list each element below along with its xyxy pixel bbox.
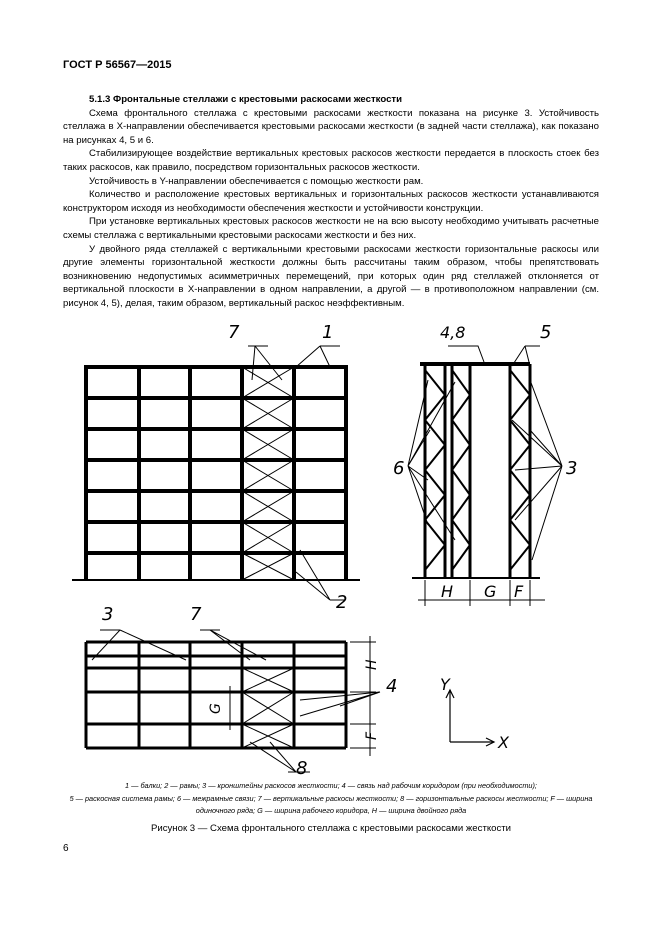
- label-6: 6: [393, 458, 405, 479]
- label-4: 4: [386, 676, 398, 697]
- dim-H: H: [441, 582, 454, 601]
- section-heading: 5.1.3 Фронтальные стеллажи с крестовыми раскосами жесткости: [89, 94, 403, 105]
- label-2: 2: [336, 592, 348, 613]
- plan-view: [86, 630, 380, 772]
- paragraph: Количество и расположение крестовых вертикальных и горизонтальных раскосов жесткости устанавливаются конструктором исходя из необходимости обеспечения жесткости и устойчивости конструкции.: [63, 189, 599, 214]
- axis-X: X: [498, 733, 509, 752]
- axis-Y: Y: [440, 675, 450, 694]
- axis-indicator: [446, 690, 494, 746]
- paragraph: Стабилизирующее воздействие вертикальных крестовых раскосов жесткости передается в плоскость стоек без таких раскосов, как правило, посредством горизонтальных раскосов жесткости.: [63, 148, 599, 173]
- figure-legend: [63, 780, 599, 818]
- label-1: 1: [322, 322, 334, 343]
- dim-G: G: [484, 582, 497, 601]
- figure-caption: Рисунок 3 — Схема фронтального стеллажа с крестовыми раскосами жесткости: [150, 823, 512, 834]
- document-header: ГОСТ Р 56567—2015: [63, 59, 172, 71]
- plan-dim-G: G: [208, 703, 224, 714]
- label-7-plan: 7: [190, 604, 202, 625]
- label-8: 8: [296, 758, 308, 779]
- label-7-front: 7: [228, 322, 240, 343]
- page-number: 6: [63, 843, 69, 854]
- plan-dim-H: H: [364, 659, 380, 670]
- label-3-plan: 3: [102, 604, 114, 625]
- legend-line: 5 — раскосная система рамы; 6 — межрамные связи; 7 — вертикальные раскосы жесткости; 8 — горизонтальные раскосы жесткости; F — ширина одиночного ряда; G — ширина рабочего коридора, H — ширина двойного ряда: [69, 793, 593, 815]
- front-view: [72, 346, 360, 600]
- label-5: 5: [540, 322, 552, 343]
- label-4-8: 4,8: [440, 323, 466, 342]
- label-3-side: 3: [566, 458, 578, 479]
- paragraph: Устойчивость в Y-направлении обеспечивается с помощью жесткости рам.: [89, 175, 424, 187]
- side-view: [408, 346, 562, 606]
- legend-line: 1 — балки; 2 — рамы; 3 — кронштейны раскосов жесткости; 4 — связь над рабочим коридором (при необходимости);: [125, 781, 537, 790]
- paragraph: Схема фронтального стеллажа с крестовыми раскосами жесткости показана на рисунке 3. Устойчивость стеллажа в X-направлении обеспечивается крестовыми раскосами жесткости (в задней части стеллажа), как показано на рисунках 4, 5 и 6.: [63, 107, 599, 146]
- plan-dim-F: F: [364, 731, 380, 740]
- dim-F: F: [514, 582, 524, 601]
- paragraph: У двойного ряда стеллажей с вертикальными крестовыми раскосами жесткости горизонтальные раскосы или другие элементы горизонтальной жесткости должны быть рассчитаны таким образом, чтобы препятствовать возникновению недопустимых асимметричных перемещений, при которых один ряд стеллажей отклоняется от вертикальной плоскости в X-направлении в одном направлении, а другой — в противоположном направлении (см. рисунок 4, 5), делая, таким образом, вертикальный раскос неэффективным.: [63, 243, 599, 309]
- paragraph: При установке вертикальных крестовых раскосов жесткости не на всю высоту необходимо учитывать расчетные схемы стеллажа с вертикальными крестовыми раскосами жесткости и без них.: [63, 216, 599, 241]
